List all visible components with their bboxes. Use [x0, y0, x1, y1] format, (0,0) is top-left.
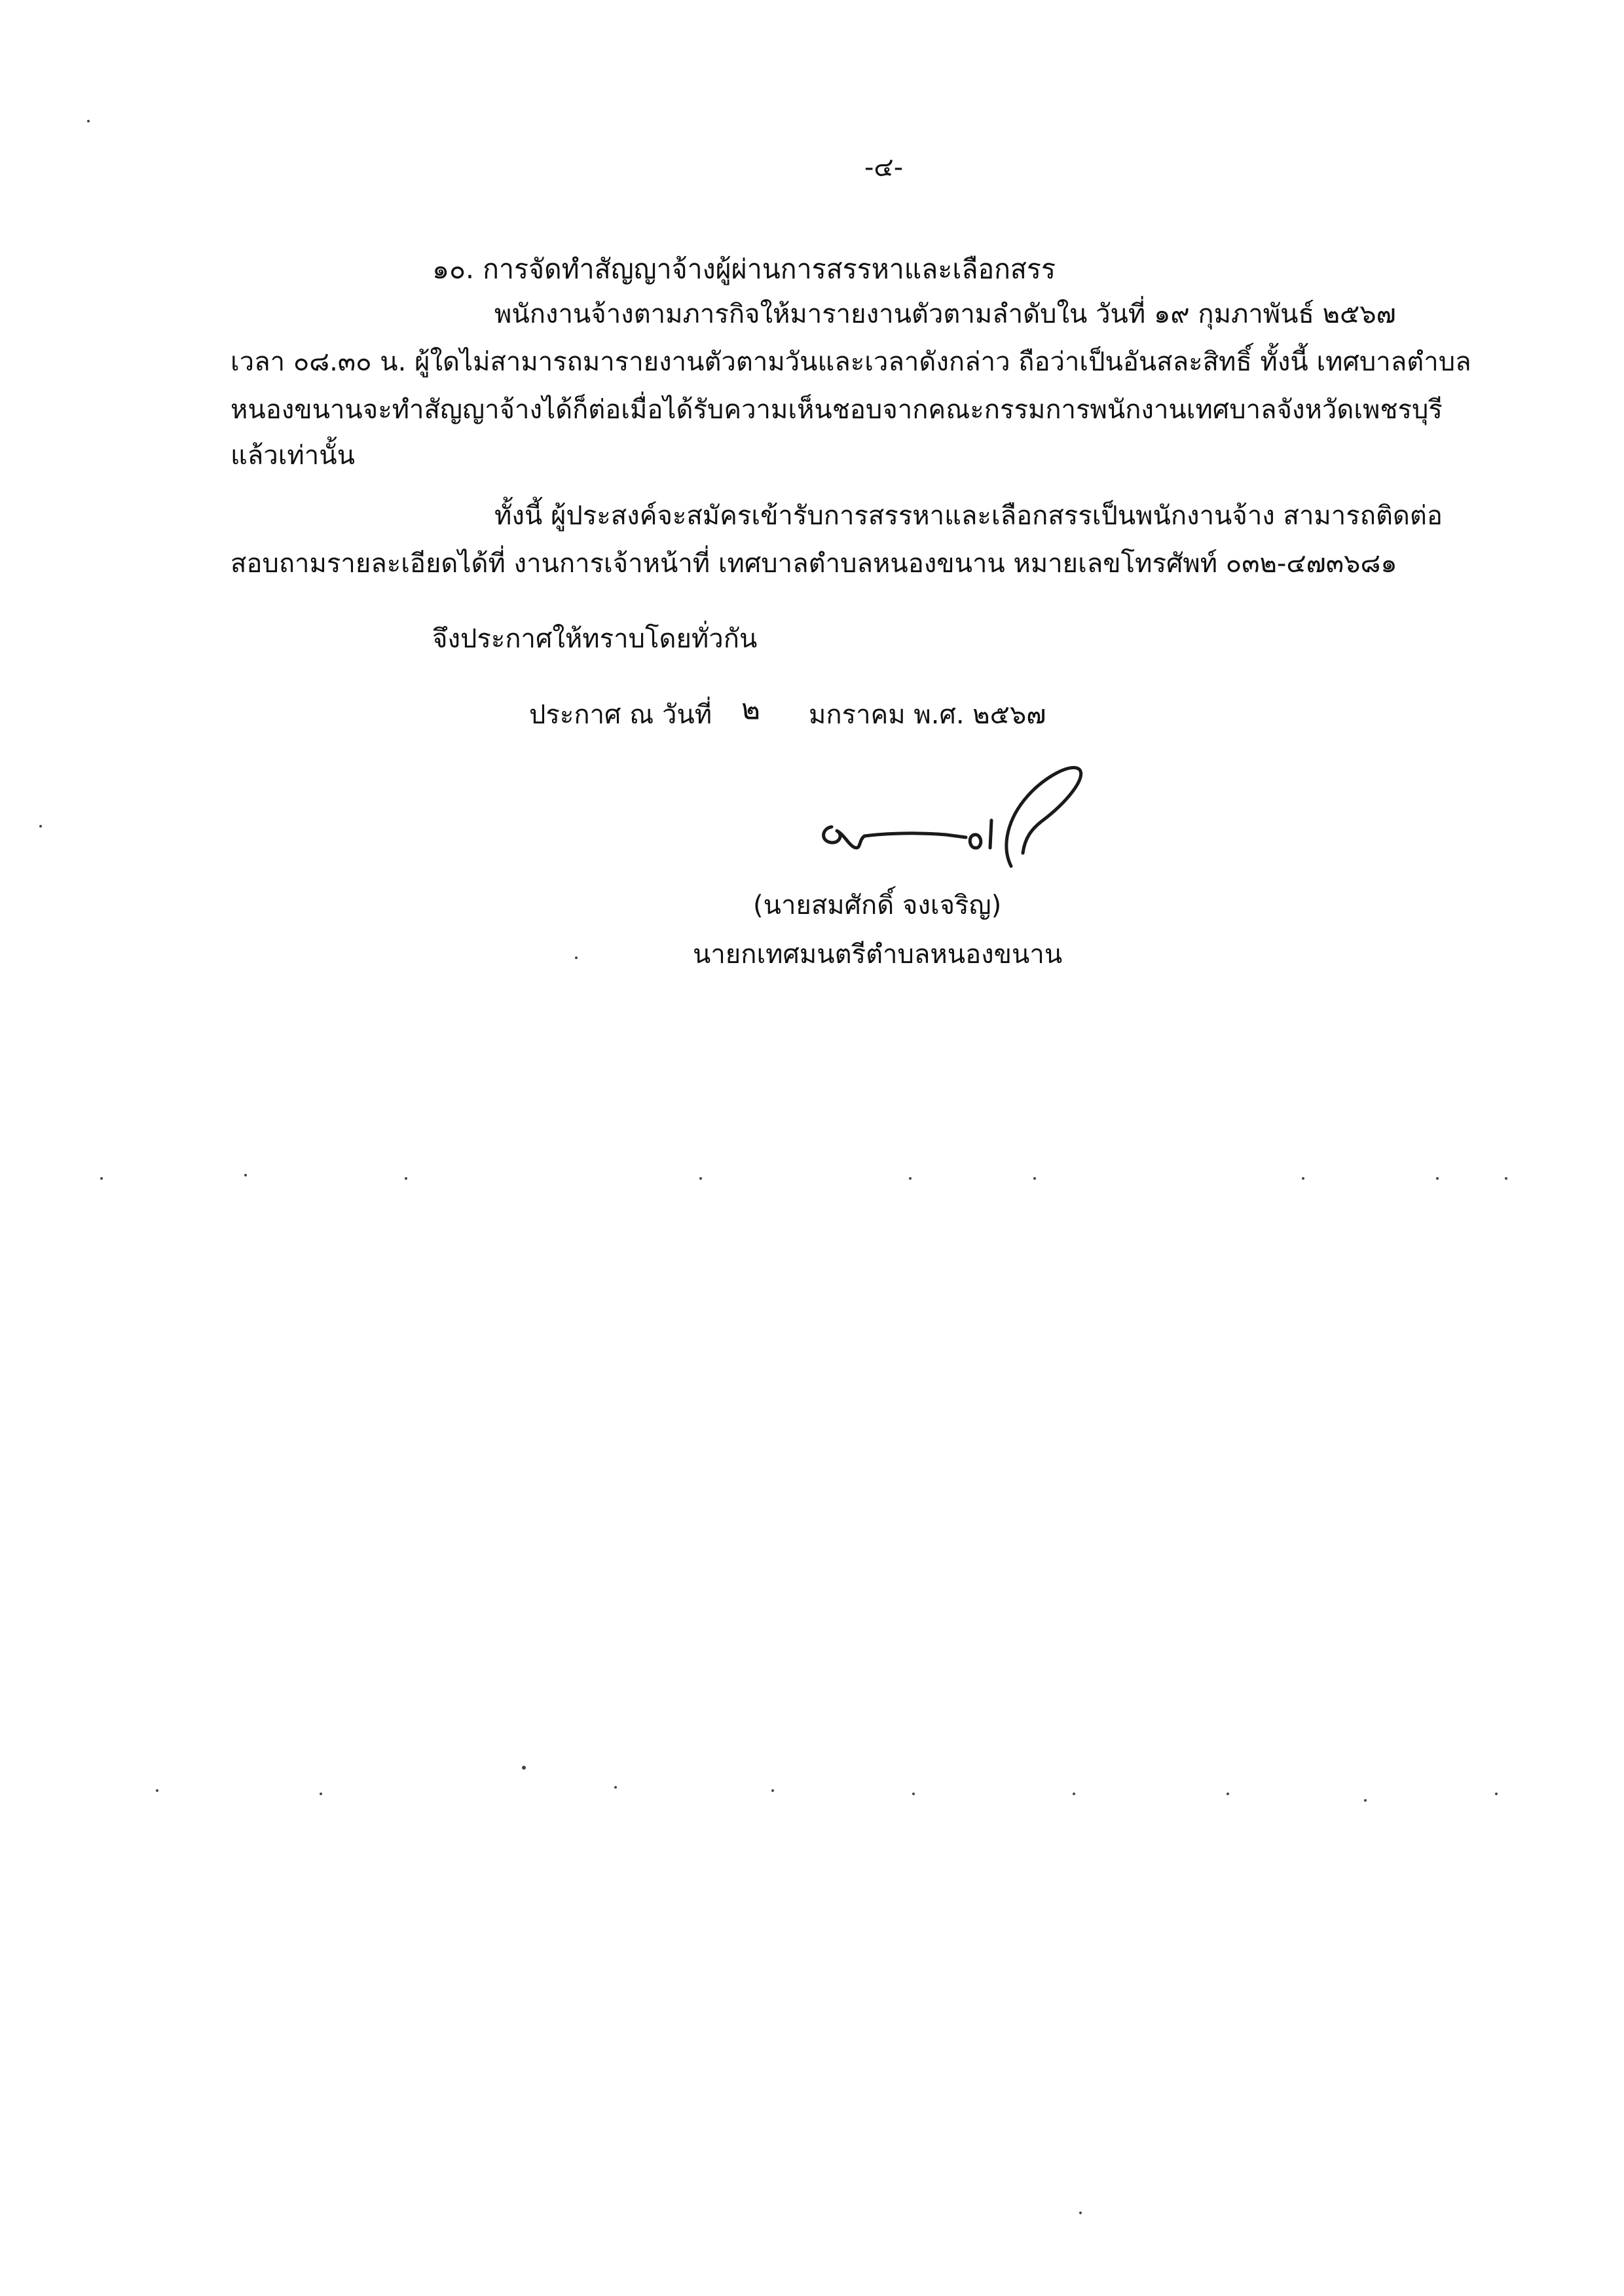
paragraph-line: เวลา ๐๘.๓๐ น. ผู้ใดไม่สามารถมารายงานตัวตามวันและเวลาดังกล่าว ถือว่าเป็นอันสละสิทธิ์ ทั้งนี้ เทศบาลตำบล	[231, 347, 1471, 377]
signer-name: (นายสมศักดิ์ จงเจริญ)	[753, 890, 1002, 920]
date-month-year: มกราคม พ.ศ. ๒๕๖๗	[809, 700, 1046, 730]
signature-image	[805, 750, 1107, 881]
signer-title: นายกเทศมนตรีตำบลหนองขนาน	[693, 939, 1063, 970]
paragraph-line: หนองขนานจะทำสัญญาจ้างได้ก็ต่อเมื่อได้รับความเห็นชอบจากคณะกรรมการพนักงานเทศบาลจังหวัดเพชรบุรี	[231, 395, 1443, 425]
page-number: -๔-	[864, 153, 904, 183]
closing-statement: จึงประกาศให้ทราบโดยทั่วกัน	[432, 624, 758, 654]
paragraph-line: แล้วเท่านั้น	[231, 441, 355, 471]
date-prefix: ประกาศ ณ วันที่	[529, 700, 712, 730]
date-day-handwritten: ๒	[741, 693, 761, 726]
paragraph-line: ทั้งนี้ ผู้ประสงค์จะสมัครเข้ารับการสรรหาและเลือกสรรเป็นพนักงานจ้าง สามารถติดต่อ	[494, 501, 1443, 531]
paragraph-line: สอบถามรายละเอียดได้ที่ งานการเจ้าหน้าที่ เทศบาลตำบลหนองขนาน หมายเลขโทรศัพท์ ๐๓๒-๔๗๓๖๘๑	[231, 549, 1397, 579]
paragraph-line: พนักงานจ้างตามภารกิจให้มารายงานตัวตามลำดับใน วันที่ ๑๙ กุมภาพันธ์ ๒๕๖๗	[494, 299, 1396, 329]
section-heading: ๑๐. การจัดทำสัญญาจ้างผู้ผ่านการสรรหาและเลือกสรร	[432, 253, 1056, 285]
